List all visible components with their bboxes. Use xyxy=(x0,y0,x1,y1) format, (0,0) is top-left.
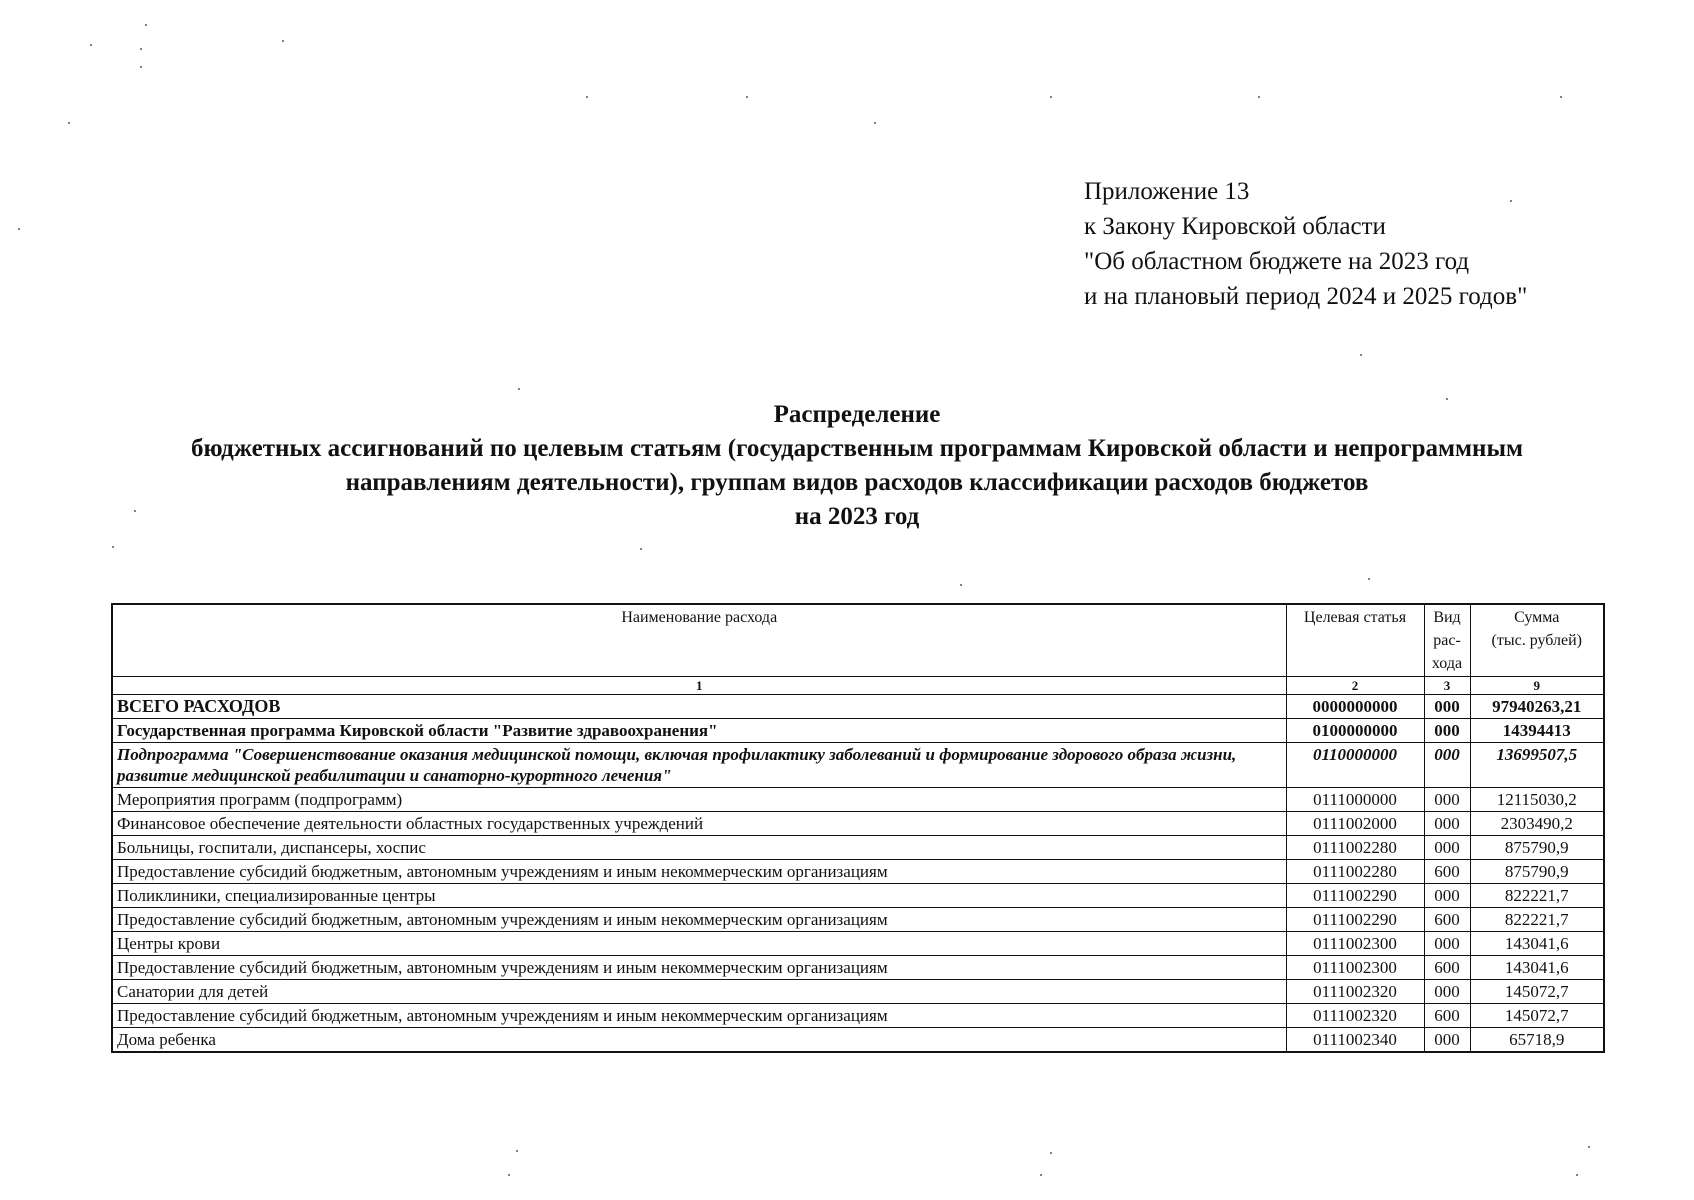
scan-speck xyxy=(68,122,70,124)
scan-speck xyxy=(145,24,147,26)
row-name: Больницы, госпитали, диспансеры, хоспис xyxy=(112,836,1286,860)
row-name: Поликлиники, специализированные центры xyxy=(112,884,1286,908)
scan-speck xyxy=(1050,1152,1052,1154)
row-code: 0111002290 xyxy=(1286,884,1424,908)
row-sum: 143041,6 xyxy=(1470,932,1604,956)
row-sum: 97940263,21 xyxy=(1470,695,1604,719)
appendix-line-2: к Закону Кировской области xyxy=(1084,213,1386,240)
row-code: 0111000000 xyxy=(1286,788,1424,812)
table-row xyxy=(112,743,1604,788)
colnum-name: 1 xyxy=(112,677,1286,695)
table-row xyxy=(112,836,1604,860)
row-name: Предоставление субсидий бюджетным, автономным учреждениям и иным некоммерческим организациям xyxy=(112,956,1286,980)
row-kind: 000 xyxy=(1424,980,1470,1004)
colnum-kind: 3 xyxy=(1424,677,1470,695)
row-code: 0111002000 xyxy=(1286,812,1424,836)
table-row xyxy=(112,719,1604,743)
table-header-row xyxy=(112,604,1604,677)
row-code: 0111002280 xyxy=(1286,860,1424,884)
header-code: Целевая статья xyxy=(1286,604,1424,677)
table-row xyxy=(112,908,1604,932)
column-numbers-row xyxy=(112,677,1604,695)
row-code: 0100000000 xyxy=(1286,719,1424,743)
table-row xyxy=(112,1028,1604,1053)
scan-speck xyxy=(1446,398,1448,400)
scan-speck xyxy=(112,546,114,548)
row-kind: 000 xyxy=(1424,1028,1470,1053)
scan-speck xyxy=(586,96,588,98)
title-line-2: бюджетных ассигнований по целевым статьям (государственным программам Кировской области и непрограммным xyxy=(191,435,1523,462)
row-sum: 65718,9 xyxy=(1470,1028,1604,1053)
appendix-line-1: Приложение 13 xyxy=(1084,178,1250,205)
row-kind: 000 xyxy=(1424,695,1470,719)
scan-speck xyxy=(1050,96,1052,98)
row-kind: 000 xyxy=(1424,884,1470,908)
row-kind: 000 xyxy=(1424,788,1470,812)
scan-speck xyxy=(90,44,92,46)
row-sum: 145072,7 xyxy=(1470,980,1604,1004)
row-kind: 000 xyxy=(1424,812,1470,836)
colnum-code: 2 xyxy=(1286,677,1424,695)
row-name: Мероприятия программ (подпрограмм) xyxy=(112,788,1286,812)
title-line-1: Распределение xyxy=(773,401,941,428)
table-row xyxy=(112,956,1604,980)
row-code: 0111002300 xyxy=(1286,932,1424,956)
scan-speck xyxy=(1560,96,1562,98)
row-sum: 12115030,2 xyxy=(1470,788,1604,812)
colnum-sum: 9 xyxy=(1470,677,1604,695)
scan-speck xyxy=(746,96,748,98)
table-row xyxy=(112,884,1604,908)
row-sum: 875790,9 xyxy=(1470,860,1604,884)
row-name: Государственная программа Кировской области "Развитие здравоохранения" xyxy=(112,719,1286,743)
scan-speck xyxy=(1258,96,1260,98)
row-code: 0111002290 xyxy=(1286,908,1424,932)
scan-speck xyxy=(1360,354,1362,356)
appendix-line-4: и на плановый период 2024 и 2025 годов" xyxy=(1084,283,1528,310)
row-sum: 822221,7 xyxy=(1470,884,1604,908)
row-code: 0111002320 xyxy=(1286,980,1424,1004)
scan-speck xyxy=(1588,1146,1590,1148)
table-row xyxy=(112,980,1604,1004)
row-sum: 875790,9 xyxy=(1470,836,1604,860)
row-name: Предоставление субсидий бюджетным, автономным учреждениям и иным некоммерческим организациям xyxy=(112,908,1286,932)
scan-speck xyxy=(518,388,520,390)
row-sum: 145072,7 xyxy=(1470,1004,1604,1028)
row-name: Санатории для детей xyxy=(112,980,1286,1004)
row-code: 0111002320 xyxy=(1286,1004,1424,1028)
row-kind: 600 xyxy=(1424,1004,1470,1028)
row-name: Подпрограмма "Совершенствование оказания медицинской помощи, включая профилактику заболеваний и формирование здорового образа жизни, развитие медицинской реабилитации и санаторно-курортного лечения" xyxy=(112,743,1286,788)
scan-speck xyxy=(1576,1174,1578,1176)
scan-speck xyxy=(640,548,642,550)
row-code: 0110000000 xyxy=(1286,743,1424,788)
scan-speck xyxy=(508,1174,510,1176)
row-code: 0111002340 xyxy=(1286,1028,1424,1053)
scan-speck xyxy=(1040,1174,1042,1176)
row-sum: 822221,7 xyxy=(1470,908,1604,932)
scan-speck xyxy=(134,510,136,512)
scan-speck xyxy=(1368,578,1370,580)
row-code: 0111002300 xyxy=(1286,956,1424,980)
row-name: Предоставление субсидий бюджетным, автономным учреждениям и иным некоммерческим организациям xyxy=(112,1004,1286,1028)
row-sum: 143041,6 xyxy=(1470,956,1604,980)
row-code: 0111002280 xyxy=(1286,836,1424,860)
row-sum: 14394413 xyxy=(1470,719,1604,743)
row-name: ВСЕГО РАСХОДОВ xyxy=(112,695,1286,719)
table-row xyxy=(112,812,1604,836)
title-line-4: на 2023 год xyxy=(794,503,920,530)
row-kind: 600 xyxy=(1424,908,1470,932)
row-sum: 2303490,2 xyxy=(1470,812,1604,836)
scan-speck xyxy=(874,122,876,124)
row-kind: 000 xyxy=(1424,719,1470,743)
row-kind: 000 xyxy=(1424,836,1470,860)
row-kind: 600 xyxy=(1424,860,1470,884)
row-code: 0000000000 xyxy=(1286,695,1424,719)
table-row xyxy=(112,1004,1604,1028)
title-line-3: направлениям деятельности), группам видов расходов классификации расходов бюджетов xyxy=(345,469,1369,496)
row-name: Дома ребенка xyxy=(112,1028,1286,1053)
header-kind: Вид рас- хода xyxy=(1424,604,1470,677)
table-row xyxy=(112,788,1604,812)
row-kind: 600 xyxy=(1424,956,1470,980)
table-row xyxy=(112,860,1604,884)
scan-speck xyxy=(1510,200,1512,202)
scan-speck xyxy=(140,66,142,68)
appendix-line-3: "Об областном бюджете на 2023 год xyxy=(1084,248,1470,275)
row-kind: 000 xyxy=(1424,932,1470,956)
row-name: Финансовое обеспечение деятельности областных государственных учреждений xyxy=(112,812,1286,836)
header-name: Наименование расхода xyxy=(112,604,1286,677)
scan-speck xyxy=(960,584,962,586)
appendix-reference xyxy=(1084,174,1527,314)
scan-speck xyxy=(516,1150,518,1152)
table-row xyxy=(112,695,1604,719)
scan-speck xyxy=(140,48,142,50)
row-kind: 000 xyxy=(1424,743,1470,788)
row-name: Центры крови xyxy=(112,932,1286,956)
scan-speck xyxy=(282,40,284,42)
scan-speck xyxy=(18,228,20,230)
table-row xyxy=(112,932,1604,956)
header-sum: Сумма (тыс. рублей) xyxy=(1470,604,1604,677)
row-name: Предоставление субсидий бюджетным, автономным учреждениям и иным некоммерческим организациям xyxy=(112,860,1286,884)
row-sum: 13699507,5 xyxy=(1470,743,1604,788)
document-title xyxy=(112,398,1602,534)
budget-table xyxy=(111,603,1605,1053)
